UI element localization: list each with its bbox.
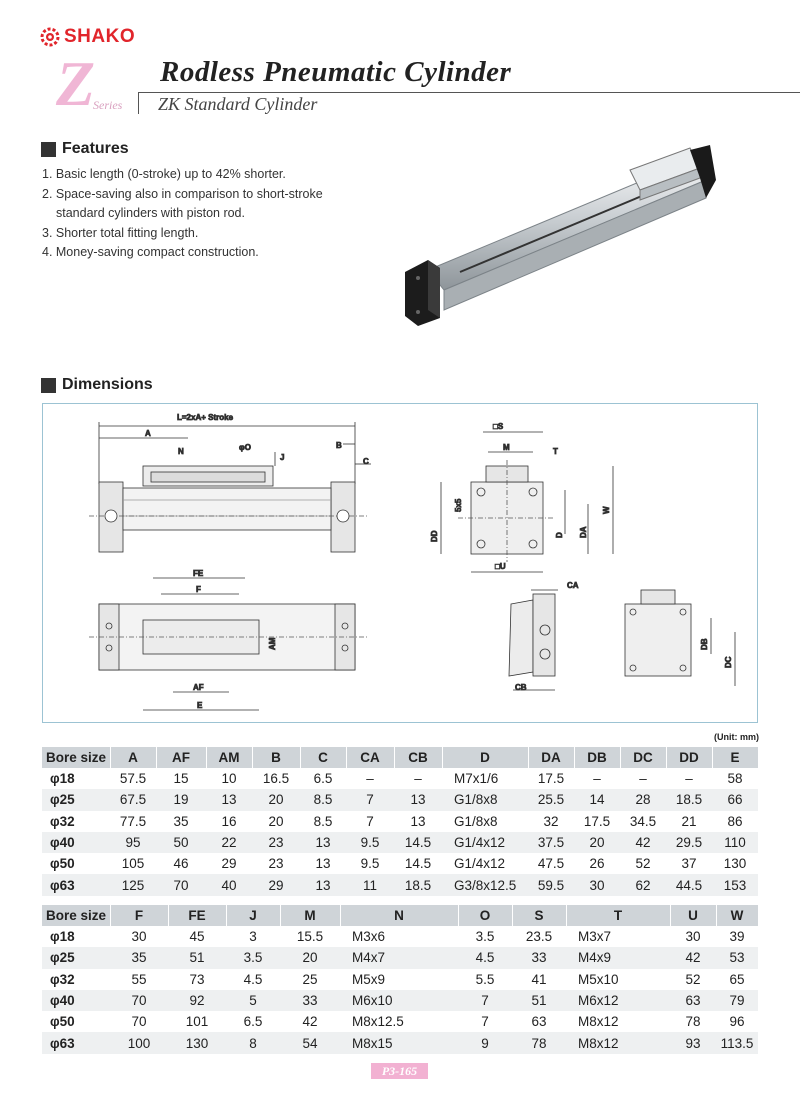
- column-header: AM: [206, 747, 252, 768]
- table-cell: 73: [189, 971, 205, 987]
- table-cell: –: [366, 771, 374, 787]
- page-title: Rodless Pneumatic Cylinder: [160, 56, 512, 88]
- dim-label-O: φO: [239, 443, 251, 452]
- table-cell: 13: [300, 832, 346, 853]
- table-cell: 58: [727, 771, 743, 787]
- bore-size-cell: φ32: [50, 971, 75, 987]
- column-header: DD: [666, 747, 712, 768]
- table-cell: 79: [716, 990, 758, 1011]
- table-cell: M8x12: [566, 1032, 670, 1053]
- feature-item: standard cylinders with piston rod.: [56, 206, 245, 220]
- table-row: [42, 1032, 758, 1053]
- table-cell: 18.5: [666, 789, 712, 810]
- table-cell: 57.5: [119, 771, 147, 787]
- column-header: B: [252, 747, 300, 768]
- table-cell: G3/8x12.5: [442, 874, 528, 895]
- table-header-row: [42, 905, 758, 926]
- table-cell: M3x6: [352, 929, 386, 945]
- series-word: Series: [93, 98, 123, 112]
- dim-label-E: E: [197, 701, 203, 710]
- table-cell: 37: [681, 856, 697, 872]
- top-view: [89, 578, 368, 710]
- table-cell: 67.5: [110, 789, 156, 810]
- brand-logo: [40, 26, 135, 48]
- table-cell: 30: [574, 874, 620, 895]
- table-cell: 40: [206, 874, 252, 895]
- dim-label-A: A: [145, 429, 151, 438]
- table-cell: 23: [268, 856, 284, 872]
- dim-label-W: W: [602, 506, 611, 514]
- table-cell: –: [639, 771, 647, 787]
- feature-item: 4. Money-saving compact construction.: [42, 245, 259, 259]
- table-row: [42, 874, 758, 895]
- table-cell: 15: [173, 771, 189, 787]
- table-cell: 7: [481, 1014, 489, 1030]
- table-cell: 110: [712, 832, 758, 853]
- table-cell: –: [685, 771, 693, 787]
- table-cell: 9.5: [360, 856, 380, 872]
- table-cell: 101: [185, 1014, 209, 1030]
- table-cell: 42: [670, 947, 716, 968]
- table-cell: G1/8x8: [442, 789, 528, 810]
- table-cell: 21: [681, 813, 697, 829]
- column-header: AF: [156, 747, 206, 768]
- dim-label-J: J: [280, 453, 285, 462]
- column-header: CA: [346, 747, 394, 768]
- table-cell: 29.5: [666, 832, 712, 853]
- dimensions-heading: Dimensions: [41, 376, 153, 394]
- dim-label-5x5: 5x5: [454, 498, 463, 512]
- table-cell: 78: [512, 1032, 566, 1053]
- column-header: T: [566, 905, 670, 926]
- table-cell: 42: [620, 832, 666, 853]
- table-row: [42, 832, 758, 853]
- table-cell: 41: [531, 971, 547, 987]
- table-cell: M3x7: [578, 929, 612, 945]
- column-header: D: [442, 747, 528, 768]
- table-cell: M8x12.5: [352, 1014, 404, 1030]
- table-cell: 13: [410, 813, 426, 829]
- table-cell: 23: [252, 832, 300, 853]
- dim-label-FE: FE: [193, 569, 204, 578]
- dim-label-AM: AM: [268, 637, 277, 650]
- table-cell: M7x1/6: [454, 771, 499, 787]
- table-cell: 4.5: [243, 971, 263, 987]
- table-cell: 13: [206, 789, 252, 810]
- table-cell: 29: [221, 856, 237, 872]
- feature-item: 3. Shorter total fitting length.: [42, 225, 199, 240]
- table-cell: 35: [110, 947, 168, 968]
- column-header: Bore size: [42, 747, 110, 768]
- table-cell: M5x9: [352, 971, 386, 987]
- table-cell: 20: [252, 789, 300, 810]
- table-row: [42, 947, 758, 968]
- table-cell: 3.5: [475, 929, 495, 945]
- table-header-row: [42, 747, 758, 768]
- table-cell: G1/4x12: [442, 832, 528, 853]
- front-view: [89, 422, 371, 552]
- table-row: [42, 969, 758, 990]
- table-cell: 6.5: [243, 1014, 263, 1030]
- table-cell: 16.5: [262, 771, 290, 787]
- table-cell: 14: [574, 789, 620, 810]
- dim-label-CA: CA: [567, 581, 579, 590]
- table-cell: M4x7: [340, 947, 458, 968]
- table-cell: 32: [543, 813, 559, 829]
- bore-size-cell: φ25: [42, 789, 110, 810]
- table-cell: 51: [168, 947, 226, 968]
- column-header: S: [512, 905, 566, 926]
- square-bullet-icon: [41, 142, 56, 157]
- table-row: [42, 990, 758, 1011]
- table-cell: 8.5: [313, 813, 333, 829]
- dim-label-S: □S: [493, 422, 504, 431]
- table-cell: 55: [131, 971, 147, 987]
- table-cell: 9: [458, 1032, 512, 1053]
- bore-size-cell: φ63: [42, 1032, 110, 1053]
- table-cell: 23.5: [525, 929, 553, 945]
- dim-label-D: D: [555, 532, 564, 538]
- table-cell: 13: [315, 856, 331, 872]
- column-header: W: [716, 905, 758, 926]
- table-cell: 39: [729, 929, 745, 945]
- dim-label-DB: DB: [700, 638, 709, 650]
- column-header: J: [226, 905, 280, 926]
- table-cell: 17.5: [537, 771, 565, 787]
- table-cell: 63: [531, 1014, 547, 1030]
- table-cell: 10: [221, 771, 237, 787]
- cylinder-product-image: [400, 140, 720, 330]
- table-cell: 15.5: [296, 929, 324, 945]
- column-header: DA: [528, 747, 574, 768]
- table-cell: 77.5: [119, 813, 147, 829]
- column-header: N: [340, 905, 458, 926]
- feature-item: 2. Space-saving also in comparison to short-stroke: [42, 186, 323, 201]
- table-cell: 16: [221, 813, 237, 829]
- table-cell: 7: [458, 990, 512, 1011]
- table-cell: 53: [716, 947, 758, 968]
- table-cell: 4.5: [458, 947, 512, 968]
- table-cell: 113.5: [716, 1032, 758, 1053]
- dim-label-L: L=2xA+ Stroke: [177, 413, 234, 422]
- table-cell: 8.5: [300, 789, 346, 810]
- table-cell: 153: [712, 874, 758, 895]
- table-cell: 86: [727, 813, 743, 829]
- table-cell: M6x10: [340, 990, 458, 1011]
- table-cell: 78: [685, 1014, 701, 1030]
- table-cell: 63: [670, 990, 716, 1011]
- table-cell: 92: [168, 990, 226, 1011]
- column-header: F: [110, 905, 168, 926]
- table-cell: 93: [670, 1032, 716, 1053]
- table-cell: 70: [131, 1014, 147, 1030]
- table-cell: 25.5: [528, 789, 574, 810]
- dim-label-M: M: [503, 443, 510, 452]
- table-cell: M8x12: [578, 1014, 619, 1030]
- table-cell: 50: [156, 832, 206, 853]
- table-cell: 20: [268, 813, 284, 829]
- table-cell: 35: [173, 813, 189, 829]
- dim-label-DA: DA: [579, 526, 588, 538]
- table-cell: 7: [346, 789, 394, 810]
- table-cell: 42: [302, 1014, 318, 1030]
- spec-table-1: [42, 747, 759, 896]
- table-cell: 34.5: [629, 813, 657, 829]
- table-cell: –: [593, 771, 601, 787]
- column-header: Bore size: [42, 905, 110, 926]
- features-list: [42, 165, 323, 263]
- table-cell: 33: [512, 947, 566, 968]
- table-cell: 52: [685, 971, 701, 987]
- table-cell: 22: [206, 832, 252, 853]
- table-cell: 30: [131, 929, 147, 945]
- table-cell: M6x12: [566, 990, 670, 1011]
- column-header: C: [300, 747, 346, 768]
- column-header: A: [110, 747, 156, 768]
- table-row: [42, 811, 758, 832]
- table-cell: 62: [620, 874, 666, 895]
- bore-size-cell: φ32: [50, 813, 75, 829]
- table-cell: 47.5: [537, 856, 565, 872]
- page-subtitle: ZK Standard Cylinder: [158, 94, 318, 114]
- table-cell: 17.5: [583, 813, 611, 829]
- table-cell: 13: [394, 789, 442, 810]
- dim-label-N: N: [178, 447, 184, 456]
- column-header: M: [280, 905, 340, 926]
- dimension-drawing-panel: [42, 403, 758, 723]
- table-cell: 5: [226, 990, 280, 1011]
- table-cell: 9.5: [346, 832, 394, 853]
- dim-label-DD: DD: [430, 530, 439, 542]
- side-detail-view: [509, 590, 558, 690]
- table-cell: 5.5: [475, 971, 495, 987]
- table-cell: 19: [156, 789, 206, 810]
- table-cell: 8: [226, 1032, 280, 1053]
- column-header: E: [712, 747, 758, 768]
- dim-label-B: B: [336, 441, 342, 450]
- table-cell: 65: [729, 971, 745, 987]
- table-cell: 37.5: [528, 832, 574, 853]
- square-bullet-icon: [41, 378, 56, 393]
- series-letter: Z: [56, 48, 96, 119]
- table-row: [42, 1011, 758, 1032]
- bore-size-cell: φ63: [42, 874, 110, 895]
- table-cell: 30: [685, 929, 701, 945]
- rear-detail-view: [625, 590, 735, 686]
- table-cell: 46: [173, 856, 189, 872]
- table-cell: 7: [366, 813, 374, 829]
- table-cell: 14.5: [394, 832, 442, 853]
- table-cell: 11: [346, 874, 394, 895]
- column-header: DB: [574, 747, 620, 768]
- table-cell: 20: [280, 947, 340, 968]
- table-row: [42, 789, 758, 810]
- table-cell: 52: [635, 856, 651, 872]
- bore-size-cell: φ50: [50, 1014, 75, 1030]
- table-cell: 3: [249, 929, 257, 945]
- gear-logo-icon: [40, 27, 60, 47]
- dim-label-F: F: [196, 585, 201, 594]
- table-cell: 66: [712, 789, 758, 810]
- dim-label-U: □U: [495, 562, 506, 571]
- column-header: O: [458, 905, 512, 926]
- table-cell: 51: [512, 990, 566, 1011]
- feature-item: 1. Basic length (0-stroke) up to 42% shorter.: [42, 167, 286, 181]
- table-cell: 130: [168, 1032, 226, 1053]
- table-cell: 100: [110, 1032, 168, 1053]
- table-row: [42, 768, 758, 789]
- column-header: U: [670, 905, 716, 926]
- dim-label-CB: CB: [515, 683, 527, 692]
- bore-size-cell: φ50: [50, 856, 75, 872]
- table-cell: 44.5: [666, 874, 712, 895]
- table-cell: M4x9: [566, 947, 670, 968]
- table-cell: 54: [280, 1032, 340, 1053]
- bore-size-cell: φ25: [42, 947, 110, 968]
- column-header: CB: [394, 747, 442, 768]
- dimension-drawing: [43, 404, 759, 724]
- table-cell: G1/4x12: [454, 856, 506, 872]
- table-cell: 13: [300, 874, 346, 895]
- table-cell: M5x10: [578, 971, 619, 987]
- table-row: [42, 926, 758, 947]
- bore-size-cell: φ18: [50, 929, 75, 945]
- table-cell: M8x15: [340, 1032, 458, 1053]
- table-cell: 130: [723, 856, 747, 872]
- dim-label-T: T: [553, 447, 558, 456]
- table-cell: 96: [729, 1014, 745, 1030]
- table-cell: –: [414, 771, 422, 787]
- table-cell: 95: [110, 832, 156, 853]
- unit-note: (Unit: mm): [714, 732, 759, 742]
- dim-label-C: C: [363, 457, 369, 466]
- table-cell: 125: [110, 874, 156, 895]
- table-cell: 29: [252, 874, 300, 895]
- title-rule: [138, 92, 800, 93]
- table-cell: 14.5: [404, 856, 432, 872]
- dim-label-AF: AF: [193, 683, 204, 692]
- table-row: [42, 853, 758, 874]
- features-heading: Features: [41, 140, 129, 158]
- table-cell: 20: [574, 832, 620, 853]
- table-cell: 45: [189, 929, 205, 945]
- table-cell: 26: [589, 856, 605, 872]
- bore-size-cell: φ40: [42, 832, 110, 853]
- table-cell: 25: [302, 971, 318, 987]
- page-number: P3-165: [371, 1063, 428, 1079]
- table-cell: 3.5: [226, 947, 280, 968]
- table-cell: 33: [280, 990, 340, 1011]
- column-header: FE: [168, 905, 226, 926]
- end-view: [441, 432, 613, 572]
- table-cell: 59.5: [528, 874, 574, 895]
- bore-size-cell: φ40: [42, 990, 110, 1011]
- table-cell: 70: [110, 990, 168, 1011]
- spec-table-2: [42, 905, 759, 1054]
- bore-size-cell: φ18: [50, 771, 75, 787]
- table-cell: 18.5: [394, 874, 442, 895]
- brand-name: SHAKO: [64, 26, 136, 47]
- table-cell: 70: [156, 874, 206, 895]
- table-cell: G1/8x8: [454, 813, 498, 829]
- title-rule-vertical: [138, 92, 139, 114]
- table-cell: 28: [620, 789, 666, 810]
- dim-label-DC: DC: [724, 656, 733, 668]
- column-header: DC: [620, 747, 666, 768]
- table-cell: 105: [121, 856, 145, 872]
- table-cell: 6.5: [313, 771, 333, 787]
